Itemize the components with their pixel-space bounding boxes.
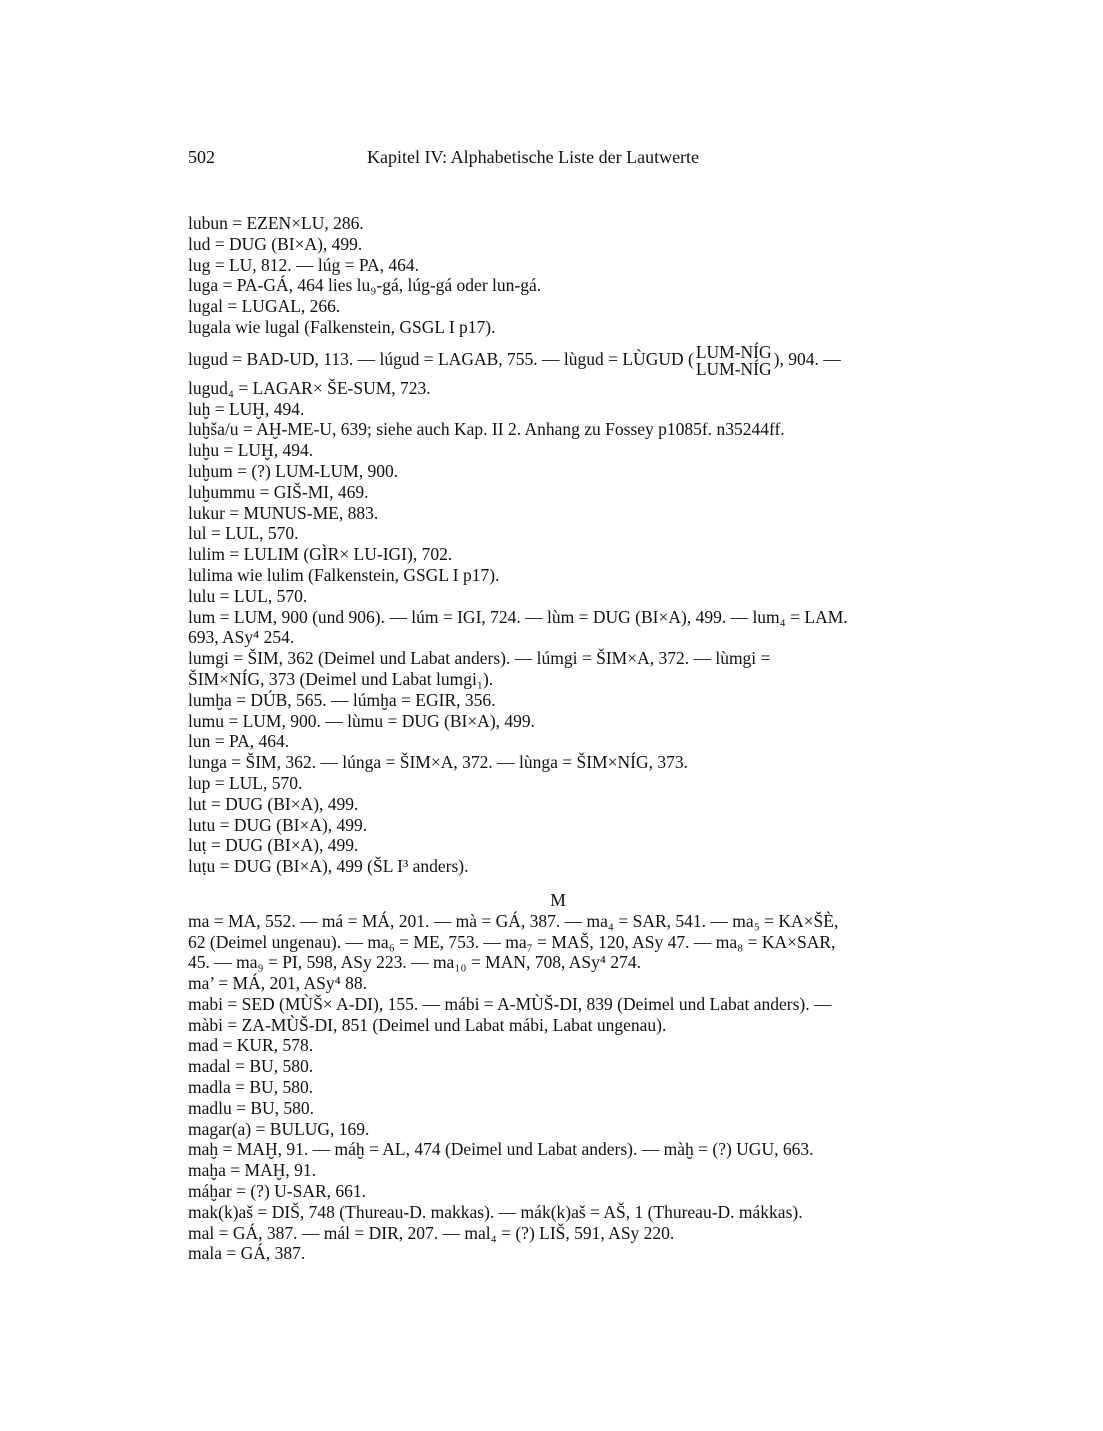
entry-line: lumu = LUM, 900. — lùmu = DUG (BI×A), 499. — [188, 710, 536, 731]
entry-line: luga = PA-GÁ, 464 lies lu₉-gá, lúg-gá oder lun-gá. — [188, 275, 542, 296]
entry-line: mala = GÁ, 387. — [188, 1243, 306, 1264]
page-number: 502 — [188, 147, 215, 167]
entry-line: lud = DUG (BI×A), 499. — [188, 233, 363, 254]
entry-line: luḫum = (?) LUM-LUM, 900. — [188, 460, 399, 481]
entry-line: mabi = SED (MÙŠ× A-DI), 155. — mábi = A-MÙŠ-DI, 839 (Deimel und Labat anders). — — [188, 993, 832, 1014]
running-head: Kapitel IV: Alphabetische Liste der Lautwerte — [367, 147, 700, 167]
entry-line: máḫar = (?) U-SAR, 661. — [188, 1181, 367, 1202]
entry-line: madlu = BU, 580. — [188, 1097, 315, 1118]
entry-line: lukur = MUNUS-ME, 883. — [188, 502, 379, 523]
entry-line: lugal = LUGAL, 266. — [188, 296, 341, 317]
entry-line: lumḫa = DÚB, 565. — lúmḫa = EGIR, 356. — [188, 689, 496, 710]
entry-list — [188, 213, 928, 1264]
entry-line: mal = GÁ, 387. — mál = DIR, 207. — mal₄ = (?) LIŠ, 591, ASy 220. — [188, 1222, 675, 1243]
entry-line: lup = LUL, 570. — [188, 772, 303, 793]
entry-line: ŠIM×NÍG, 373 (Deimel und Labat lumgi₁). — [188, 668, 494, 689]
sign-fraction — [695, 341, 772, 379]
entry-line: madla = BU, 580. — [188, 1077, 314, 1098]
entry-line: luḫ = LUḪ, 494. — [188, 398, 305, 419]
entry-line: lutu = DUG (BI×A), 499. — [188, 814, 368, 835]
lugud-text-after: ), 904. — — [773, 348, 841, 369]
lugud-text: lugud = BAD-UD, 113. — lúgud = LAGAB, 755. — lùgud = LÙGUD ( — [188, 348, 694, 369]
entry-line: lunga = ŠIM, 362. — lúnga = ŠIM×A, 372. — lùnga = ŠIM×NÍG, 373. — [188, 752, 688, 773]
entry-line: lumgi = ŠIM, 362 (Deimel und Labat anders). — lúmgi = ŠIM×A, 372. — lùmgi = — [188, 648, 771, 669]
entry-line: magar(a) = BULUG, 169. — [188, 1118, 370, 1139]
entry-line: luḫummu = GIŠ-MI, 469. — [188, 481, 369, 502]
entry-line: lugud₄ = LAGAR× ŠE-SUM, 723. — [188, 377, 431, 398]
entry-line: lulim = LULIM (GÌR× LU-IGI), 702. — [188, 544, 453, 565]
entry-line: lun = PA, 464. — [188, 731, 290, 752]
entry-line: lum = LUM, 900 (und 906). — lúm = IGI, 724. — lùm = DUG (BI×A), 499. — lum₄ = LAM. — [188, 606, 848, 627]
fraction-bottom: LUM-NÍG — [695, 358, 772, 379]
entry-line: lut = DUG (BI×A), 499. — [188, 793, 359, 814]
fraction-top: LUM-NÍG — [695, 341, 772, 362]
entry-line: maḫ = MAḪ, 91. — máḫ = AL, 474 (Deimel und Labat anders). — màḫ = (?) UGU, 663. — [188, 1139, 814, 1160]
entry-line: lugala wie lugal (Falkenstein, GSGL I p17). — [188, 316, 496, 337]
entry-line: 693, ASy⁴ 254. — [188, 627, 295, 648]
entry-line: luḫša/u = AḪ-ME-U, 639; siehe auch Kap. II 2. Anhang zu Fossey p1085f. n35244ff. — [188, 419, 785, 440]
entry-line: 62 (Deimel ungenau). — ma₆ = ME, 753. — ma₇ = MAŠ, 120, ASy 47. — ma₈ = KA×SAR, — [188, 931, 836, 952]
entry-line: luṭu = DUG (BI×A), 499 (ŠL I³ anders). — [188, 856, 469, 877]
entry-line: lulima wie lulim (Falkenstein, GSGL I p17). — [188, 564, 500, 585]
entry-line: ma’ = MÁ, 201, ASy⁴ 88. — [188, 973, 367, 994]
entry-line: mak(k)aš = DIŠ, 748 (Thureau-D. makkas). — mák(k)aš = AŠ, 1 (Thureau-D. mákkas). — [188, 1201, 803, 1222]
entry-line: màbi = ZA-MÙŠ-DI, 851 (Deimel und Labat mábi, Labat ungenau). — [188, 1014, 667, 1035]
entry-line: lug = LU, 812. — lúg = PA, 464. — [188, 254, 420, 275]
entry-line: maḫa = MAḪ, 91. — [188, 1160, 316, 1181]
entry-line: lubun = EZEN×LU, 286. — [188, 213, 364, 233]
entry-line: mad = KUR, 578. — [188, 1035, 314, 1056]
entry-line: lulu = LUL, 570. — [188, 585, 308, 606]
entry-line: luṭ = DUG (BI×A), 499. — [188, 835, 359, 856]
entry-line: lul = LUL, 570. — [188, 523, 299, 544]
entry-line: 45. — ma₉ = PI, 598, ASy 223. — ma₁₀ = MAN, 708, ASy⁴ 274. — [188, 952, 641, 973]
entry-line: luḫu = LUḪ, 494. — [188, 440, 314, 461]
entry-line: ma = MA, 552. — má = MÁ, 201. — mà = GÁ, 387. — ma₄ = SAR, 541. — ma₅ = KA×ŠÈ, — [188, 910, 839, 931]
section-heading-m: M — [550, 889, 566, 910]
entry-line-lugud — [188, 340, 928, 378]
entry-line: madal = BU, 580. — [188, 1056, 314, 1077]
